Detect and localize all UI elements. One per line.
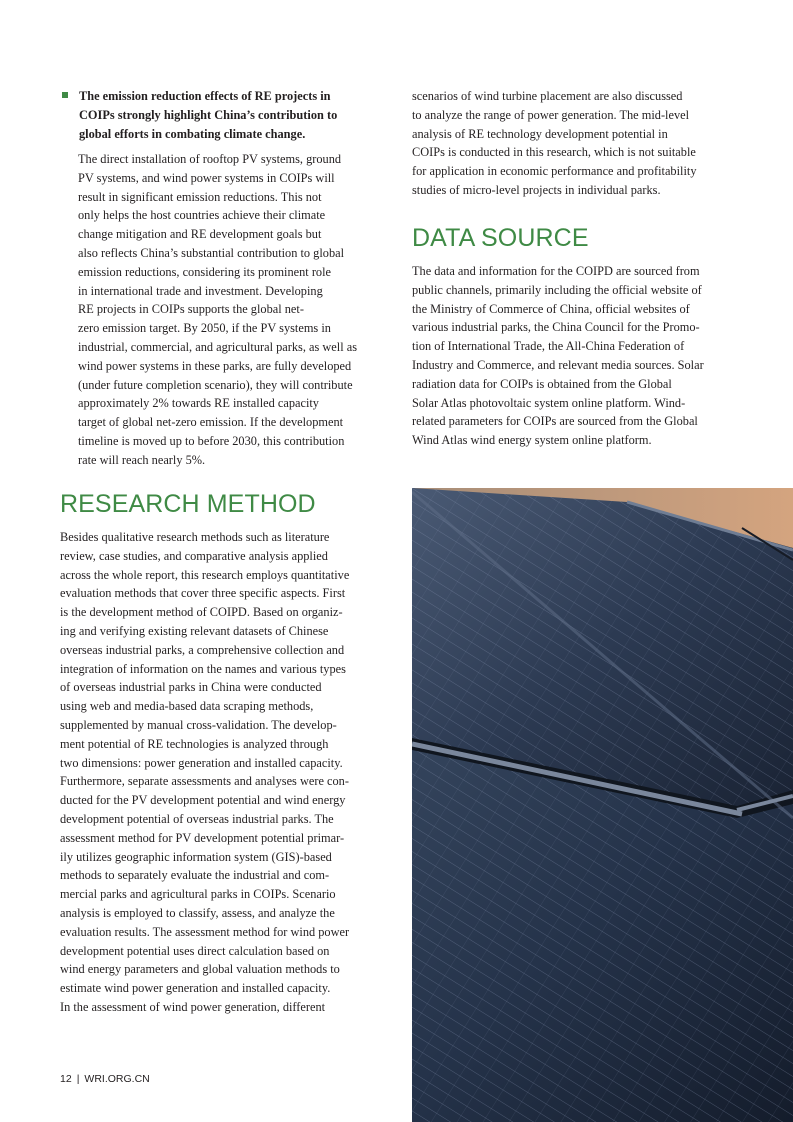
paragraph-line: Besides qualitative research methods such as literature <box>60 530 330 544</box>
paragraph-line: PV systems, and wind power systems in COIPs will <box>78 170 335 185</box>
footer-separator: | <box>76 1073 80 1085</box>
paragraph-line: Wind Atlas wind energy system online platform. <box>412 433 652 448</box>
data-source-paragraph <box>412 262 742 450</box>
paragraph-line: related parameters for COIPs are sourced from the Global <box>412 414 698 429</box>
footer-site-link[interactable]: WRI.ORG.CN <box>84 1073 150 1085</box>
paragraph-line: public channels, primarily including the official website of <box>412 282 702 297</box>
paragraph-line: also reflects China’s substantial contribution to global <box>78 245 345 260</box>
paragraph-line: timeline is moved up to before 2030, this contribution <box>78 433 345 448</box>
paragraph-line: Furthermore, separate assessments and analyses were con- <box>60 774 349 789</box>
paragraph-line: The data and information for the COIPD are sourced from <box>412 264 700 278</box>
paragraph-line: using web and media-based data scraping methods, <box>60 699 314 714</box>
data-source-heading: DATA SOURCE <box>412 224 589 252</box>
research-method-paragraph <box>60 528 380 1017</box>
research-method-heading: RESEARCH METHOD <box>60 490 316 518</box>
paragraph-line: review, case studies, and comparative analysis applied <box>60 548 328 563</box>
paragraph-line: target of global net-zero emission. If the development <box>78 415 344 430</box>
paragraph-line: ily utilizes geographic information system (GIS)-based <box>60 849 332 864</box>
paragraph-line: RE projects in COIPs supports the global net- <box>78 302 304 317</box>
paragraph-line: overseas industrial parks, a comprehensive collection and <box>60 642 345 657</box>
key-finding-heading-line: COIPs strongly highlight China’s contribution to <box>79 107 338 122</box>
paragraph-line: various industrial parks, the China Council for the Promo- <box>412 320 700 335</box>
paragraph-line: evaluation methods that cover three specific aspects. First <box>60 586 346 601</box>
paragraph-line: Industry and Commerce, and relevant media sources. Solar <box>412 357 704 372</box>
paragraph-line: ment potential of RE technologies is analyzed through <box>60 736 329 751</box>
paragraph-line: supplemented by manual cross-validation. The develop- <box>60 717 337 732</box>
paragraph-line: ducted for the PV development potential and wind energy <box>60 793 346 808</box>
paragraph-line: the Ministry of Commerce of China, official websites of <box>412 301 690 316</box>
paragraph-line: result in significant emission reductions. This not <box>78 189 322 204</box>
paragraph-line: across the whole report, this research employs quantitative <box>60 567 350 582</box>
continued-paragraph <box>412 87 742 200</box>
paragraph-line: analysis of RE technology development potential in <box>412 126 668 141</box>
page-number: 12 <box>60 1073 72 1085</box>
paragraph-line: in international trade and investment. Developing <box>78 283 323 298</box>
paragraph-line: development potential of overseas industrial parks. The <box>60 811 334 826</box>
paragraph-line: radiation data for COIPs is obtained from the Global <box>412 376 672 391</box>
paragraph-line: Solar Atlas photovoltaic system online platform. Wind- <box>412 395 686 410</box>
paragraph-line: COIPs is conducted in this research, which is not suitable <box>412 145 696 160</box>
paragraph-line: emission reductions, considering its prominent role <box>78 264 332 279</box>
paragraph-line: is the development method of COIPD. Based on organiz- <box>60 605 343 620</box>
paragraph-line: mercial parks and agricultural parks in COIPs. Scenario <box>60 887 336 902</box>
paragraph-line: to analyze the range of power generation. The mid-level <box>412 107 690 122</box>
paragraph-line: approximately 2% towards RE installed capacity <box>78 396 319 411</box>
paragraph-line: change mitigation and RE development goals but <box>78 227 322 242</box>
paragraph-line: zero emission target. By 2050, if the PV systems in <box>78 321 331 336</box>
paragraph-line: wind energy parameters and global valuation methods to <box>60 962 340 977</box>
paragraph-line: ing and verifying existing relevant datasets of Chinese <box>60 623 329 638</box>
paragraph-line: studies of micro-level projects in individual parks. <box>412 182 661 197</box>
paragraph-line: evaluation results. The assessment method for wind power <box>60 924 350 939</box>
paragraph-line: rate will reach nearly 5%. <box>78 452 206 467</box>
paragraph-line: methods to separately evaluate the industrial and com- <box>60 868 330 883</box>
paragraph-line: two dimensions: power generation and installed capacity. <box>60 755 343 770</box>
paragraph-line: wind power systems in these parks, are fully developed <box>78 358 352 373</box>
paragraph-line: (under future completion scenario), they will contribute <box>78 377 353 392</box>
key-finding-heading-line: The emission reduction effects of RE projects in <box>79 89 331 103</box>
paragraph-line: of overseas industrial parks in China were conducted <box>60 680 322 695</box>
paragraph-line: The direct installation of rooftop PV systems, ground <box>78 152 342 166</box>
key-finding-heading-line: global efforts in combating climate change. <box>79 126 306 141</box>
paragraph-line: development potential uses direct calculation based on <box>60 943 330 958</box>
paragraph-line: scenarios of wind turbine placement are also discussed <box>412 89 683 103</box>
key-finding-heading <box>79 87 337 143</box>
paragraph-line: tion of International Trade, the All-China Federation of <box>412 339 685 354</box>
paragraph-line: integration of information on the names and various types <box>60 661 346 676</box>
paragraph-line: In the assessment of wind power generation, different <box>60 999 326 1014</box>
paragraph-line: for application in economic performance and profitability <box>412 164 697 179</box>
green-square-bullet-icon <box>62 92 68 98</box>
paragraph-line: assessment method for PV development potential primar- <box>60 830 345 845</box>
paragraph-line: industrial, commercial, and agricultural parks, as well as <box>78 339 358 354</box>
key-finding-paragraph <box>78 150 357 470</box>
solar-panel-photo <box>412 488 793 1122</box>
paragraph-line: analysis is employed to classify, assess, and analyze the <box>60 905 335 920</box>
paragraph-line: estimate wind power generation and installed capacity. <box>60 981 331 996</box>
page-footer <box>60 1072 150 1086</box>
paragraph-line: only helps the host countries achieve their climate <box>78 208 326 223</box>
